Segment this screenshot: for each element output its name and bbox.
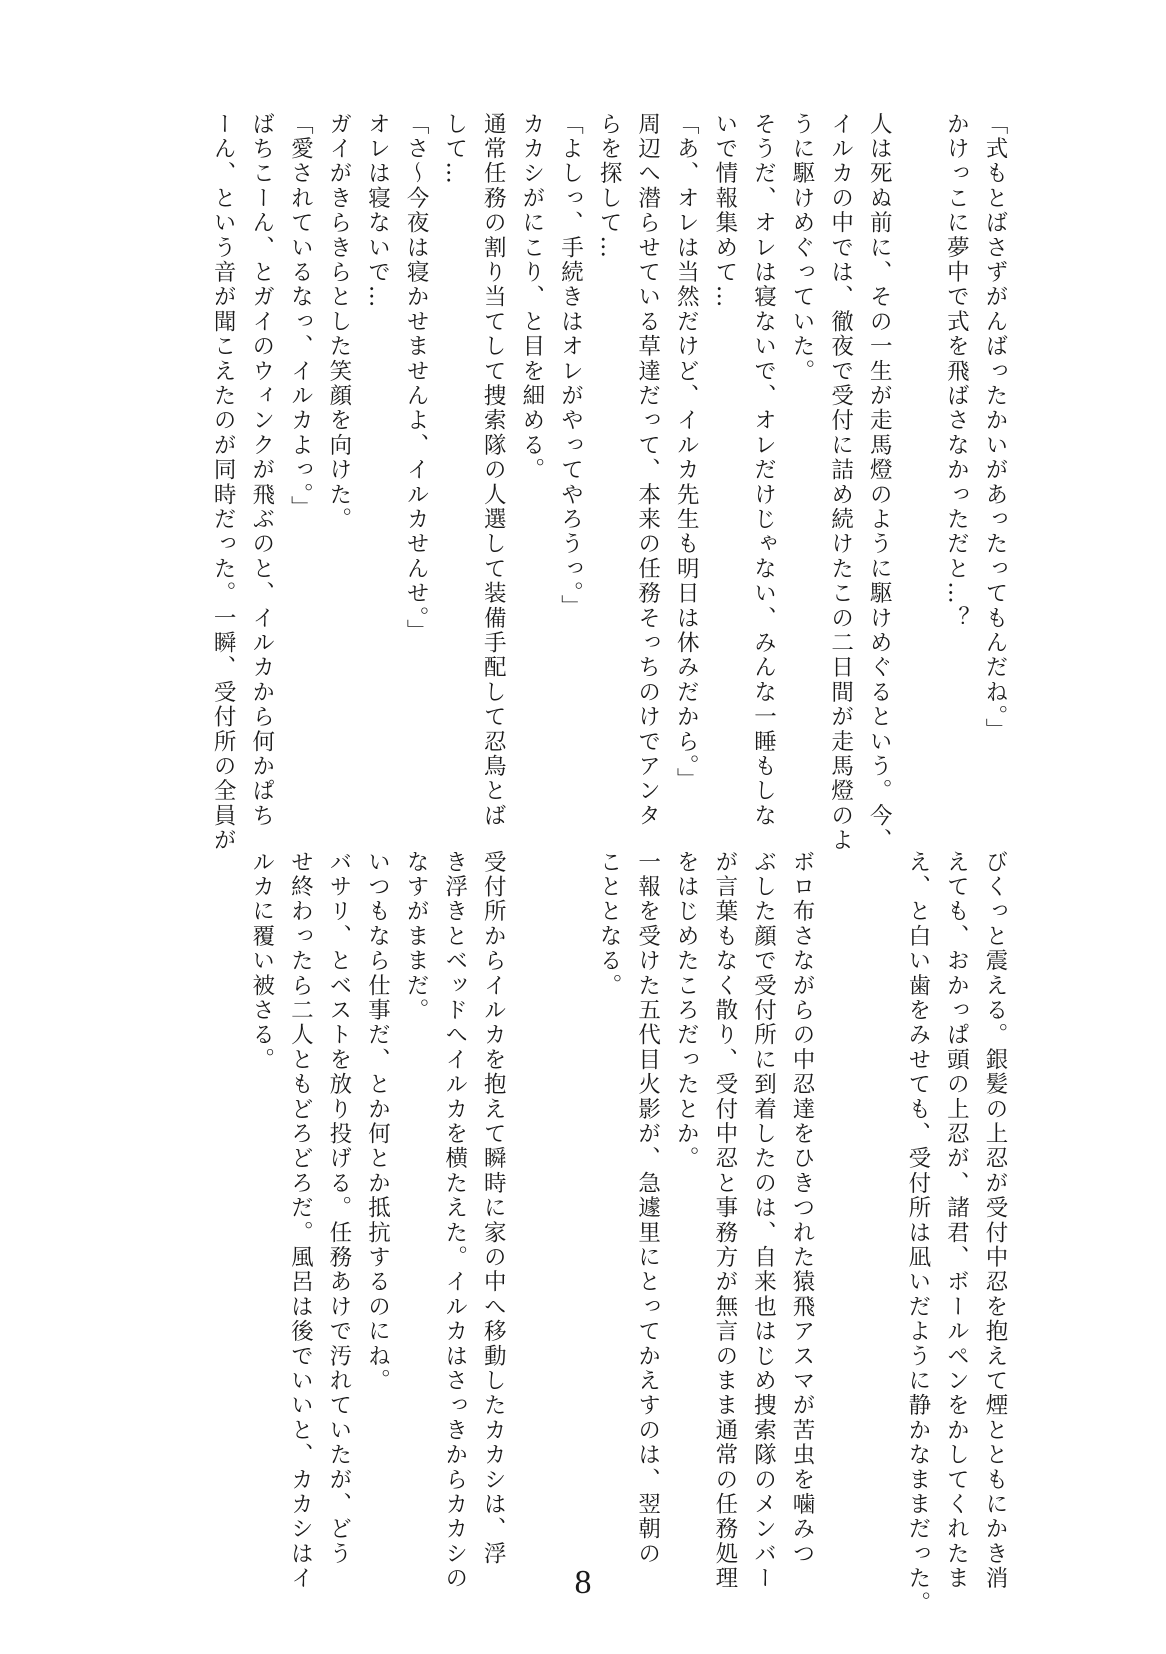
blank-line — [860, 850, 899, 1530]
text-line: え、と白い歯をみせても、受付所は凪いだように静かなままだった。 — [904, 850, 931, 1616]
text-line: 「式もとばさずがんばったかいがあったってもんだね。」 — [982, 112, 1008, 743]
text-line: ガイがきらきらとした笑顔を向けた。 — [325, 112, 352, 532]
text-line: 一報を受けた五代目火影が、急遽里にとってかえすのは、翌朝の — [634, 850, 661, 1567]
text-line: らを探して… — [596, 112, 623, 261]
text-line: かけっこに夢中で式を飛ばさなかっただと…？ — [943, 112, 970, 631]
blank-line — [821, 850, 860, 1530]
text-line: いで情報集めて… — [711, 112, 738, 310]
page-number: 8 — [574, 1564, 592, 1601]
text-line: 受付所からイルカを抱えて瞬時に家の中へ移動したカカシは、浮 — [480, 850, 507, 1567]
text-line: 「あ、オレは当然だけど、イルカ先生も明日は休みだから。」 — [673, 112, 700, 793]
text-line: き浮きとベッドへイルカを横たえた。イルカはさっきからカカシの — [441, 850, 468, 1591]
text-line: イルカの中では、徹夜で受付に詰め続けたこの二日間が走馬燈のよ — [827, 112, 854, 853]
text-line: なすがままだ。 — [403, 850, 430, 1023]
text-line: オレは寝ないで… — [364, 112, 391, 310]
text-line: 通常任務の割り当てして捜索隊の人選して装備手配して忍鳥とば — [480, 112, 507, 829]
text-line: ぶした顔で受付所に到着したのは、自来也はじめ捜索隊のメンバー — [750, 850, 777, 1591]
blank-line — [551, 850, 590, 1530]
text-line: カカシがにこり、と目を細める。 — [518, 112, 545, 483]
text-line: して… — [441, 112, 468, 187]
text-line: こととなる。 — [596, 850, 623, 999]
text-line: ーん、という音が聞こえたのが同時だった。一瞬、受付所の全員が — [210, 112, 237, 853]
top-text-column — [204, 112, 1014, 853]
blank-line — [898, 112, 937, 792]
text-line: ルカに覆い被さる。 — [248, 850, 275, 1073]
text-line: びくっと震える。銀髪の上忍が受付中忍を抱えて煙とともにかき消 — [982, 850, 1008, 1591]
text-line: そうだ、オレは寝ないで、オレだけじゃない、みんな一睡もしな — [750, 112, 777, 829]
text-line: バサリ、とベストを放り投げる。任務あけで汚れていたが、どう — [325, 850, 352, 1567]
text-line: ばちこーん、とガイのウィンクが飛ぶのと、イルカから何かぱち — [248, 112, 275, 829]
text-line: 「さ～今夜は寝かせませんよ、イルカせんせ。」 — [403, 112, 430, 645]
text-line: ボロ布さながらの中忍達をひきつれた猿飛アスマが苦虫を噛みつ — [789, 850, 816, 1567]
text-line: 周辺へ潜らせている草達だって、本来の任務そっちのけでアンタ — [634, 112, 661, 829]
text-line: が言葉もなく散り、受付中忍と事務方が無言のまま通常の任務処理 — [711, 850, 738, 1591]
bottom-text-column — [242, 850, 1014, 1616]
text-line: 「よしっ、手続きはオレがやってやろうっ。」 — [557, 112, 584, 620]
text-line: えても、おかっぱ頭の上忍が、諸君、ボールペンをかしてくれたま — [943, 850, 970, 1591]
text-line: いつもなら仕事だ、とか何とか抵抗するのにね。 — [364, 850, 391, 1394]
text-line: をはじめたころだったとか。 — [673, 850, 700, 1172]
text-line: 「愛されているなっ、イルカよっ。」 — [287, 112, 314, 521]
text-line: うに駆けめぐっていた。 — [789, 112, 816, 384]
text-line: せ終わったら二人ともどろどろだ。風呂は後でいいと、カカシはイ — [287, 850, 314, 1591]
text-line: 人は死ぬ前に、その一生が走馬燈のように駆けめぐるという。今、 — [866, 112, 893, 853]
blank-line — [512, 850, 551, 1530]
